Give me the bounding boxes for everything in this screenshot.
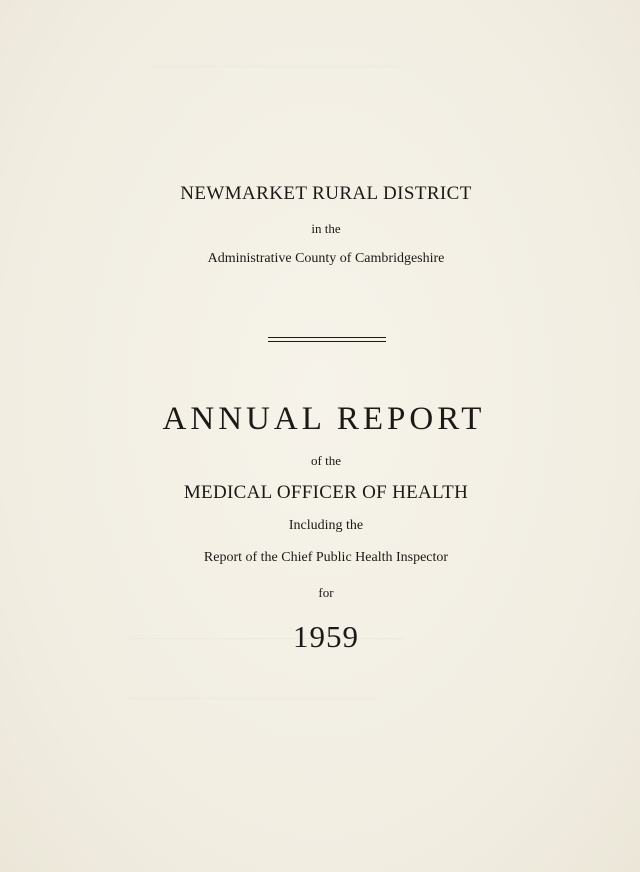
bleed-through-text (150, 58, 402, 74)
officer-title: MEDICAL OFFICER OF HEALTH (183, 482, 469, 503)
for-text: for (318, 585, 334, 600)
report-year: 1959 (293, 619, 359, 654)
of-the-text: of the (311, 453, 341, 468)
inspector-report-text: Report of the Chief Public Health Inspector (203, 550, 449, 565)
district-name: NEWMARKET RURAL DISTRICT (180, 183, 472, 204)
report-title: ANNUAL REPORT (162, 401, 486, 437)
including-text: Including the (288, 518, 364, 533)
bleed-through-text (130, 690, 377, 706)
county-name: Administrative County of Cambridgeshire (207, 251, 445, 266)
double-rule-bottom (268, 341, 386, 342)
in-the-text: in the (311, 221, 341, 236)
double-rule-top (268, 337, 386, 338)
